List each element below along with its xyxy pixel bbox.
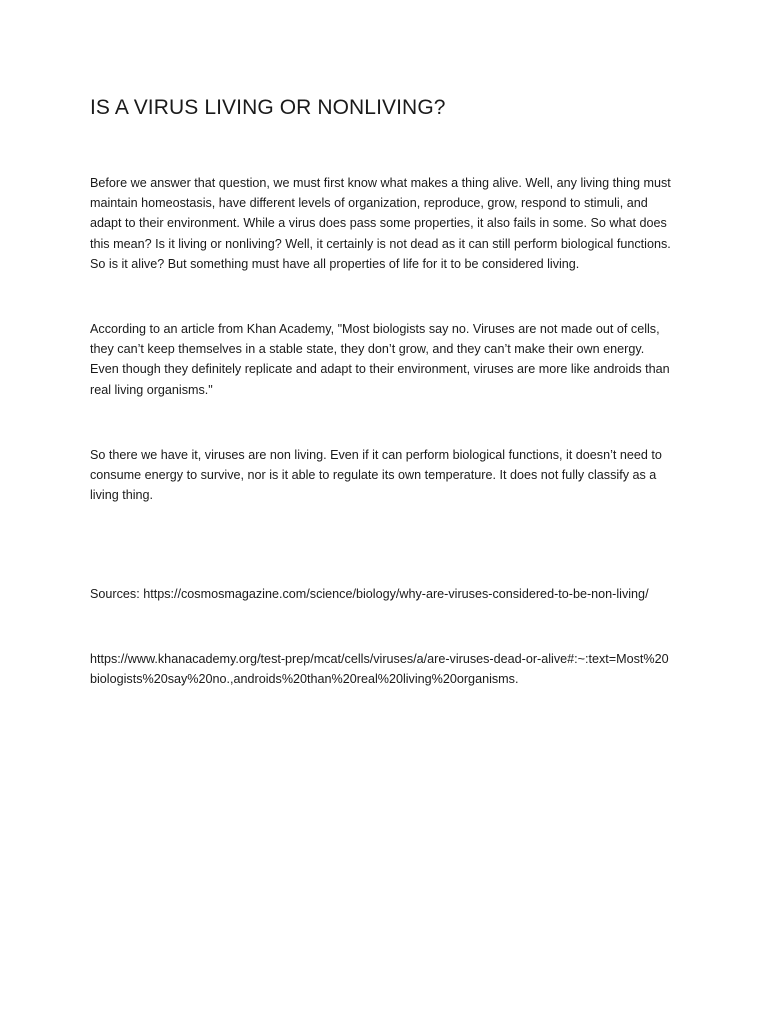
document-title: IS A VIRUS LIVING OR NONLIVING?: [90, 96, 446, 119]
sources-line-cosmos: Sources: https://cosmosmagazine.com/science/biology/why-are-viruses-considered-to-be-non-living/: [90, 587, 649, 601]
paragraph-conclusion: So there we have it, viruses are non living. Even if it can perform biological functions, it doesn’t need to consume energy to survive, nor is it able to regulate its own temperature. It does not fully classify as a living thing.: [90, 448, 662, 503]
sources-line-khan-academy: https://www.khanacademy.org/test-prep/mcat/cells/viruses/a/are-viruses-dead-or-alive#:~:text=Most%20biologists%20say%20no.,androids%20than%20real%20living%20organisms.: [90, 652, 669, 687]
paragraph-khan-academy-quote: According to an article from Khan Academy, "Most biologists say no. Viruses are not made out of cells, they can’t keep themselves in a stable state, they don’t grow, and they can’t make their own energy. Even though they definitely replicate and adapt to their environment, viruses are more like androids than real living organisms.": [90, 322, 670, 397]
paragraph-definition-of-life: Before we answer that question, we must first know what makes a thing alive. Well, any living thing must maintain homeostasis, have different levels of organization, reproduce, grow, respond to stimuli, and adapt to their environment. While a virus does pass some properties, it also fails in some. So what does this mean? Is it living or nonliving? Well, it certainly is not dead as it can still perform biological functions. So is it alive? But something must have all properties of life for it to be considered living.: [90, 176, 671, 271]
